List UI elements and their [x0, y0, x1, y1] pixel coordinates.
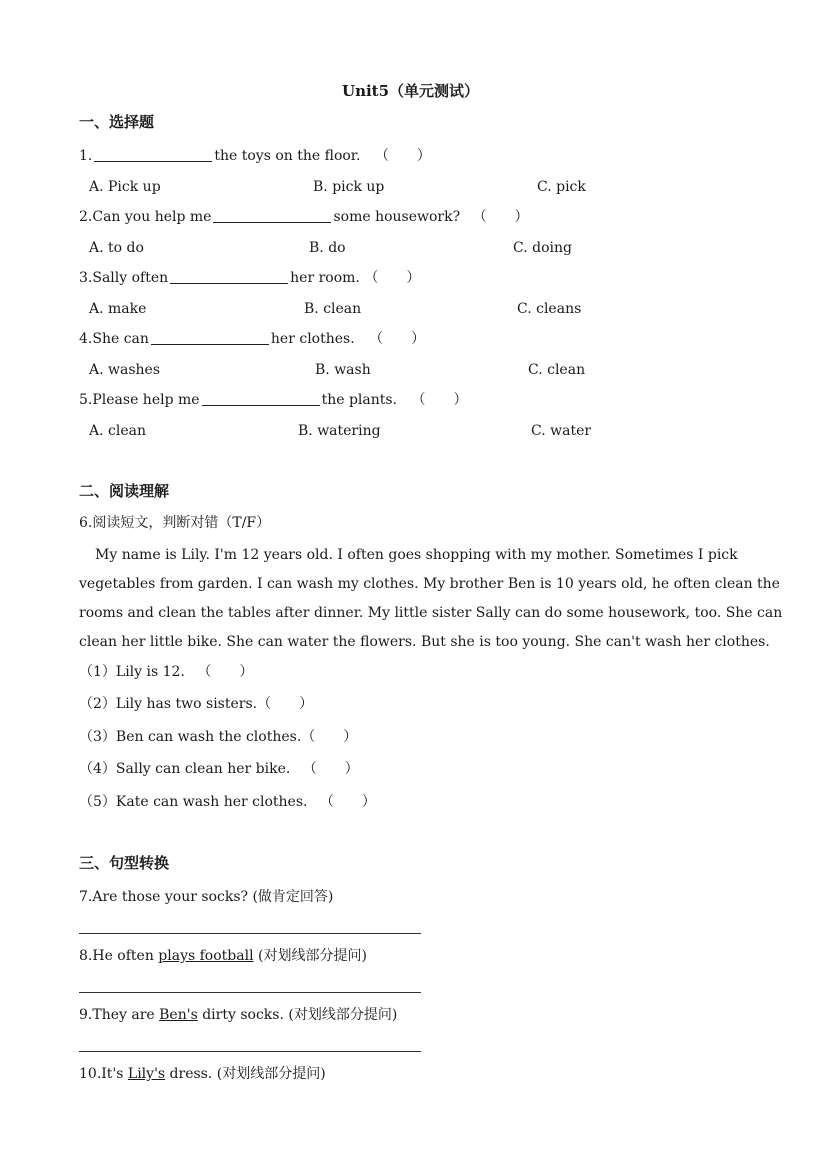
answer-paren[interactable]: （ ）: [197, 664, 254, 680]
question-1: [79, 147, 431, 165]
answer-paren[interactable]: （ ）: [374, 148, 431, 164]
answer-blank[interactable]: [94, 147, 212, 162]
passage-line: clean her little bike. She can water the flowers. But she is too young. She can't wash her clothes.: [79, 634, 770, 650]
question-10-pre: 10.It's: [79, 1066, 128, 1082]
answer-paren[interactable]: （ ）: [411, 392, 468, 408]
question-3-post: her room.: [290, 270, 360, 286]
option-b: B. clean: [304, 301, 362, 317]
question-8-post: (对划线部分提问): [253, 948, 367, 964]
question-5-post: the plants.: [321, 392, 398, 408]
question-3: [79, 269, 420, 287]
option-c: C. clean: [528, 362, 586, 378]
option-b: B. do: [309, 240, 346, 256]
answer-paren[interactable]: （ ）: [257, 696, 314, 712]
question-5-pre: 5.Please help me: [79, 392, 200, 408]
question-2: [79, 208, 529, 226]
page-title: Unit5（单元测试）: [342, 82, 480, 100]
section2-heading: 二、阅读理解: [79, 482, 170, 500]
option-c: C. doing: [513, 240, 572, 256]
option-b: B. pick up: [313, 179, 385, 195]
option-a: A. washes: [89, 362, 161, 378]
option-b: B. wash: [315, 362, 371, 378]
passage-line: My name is Lily. I'm 12 years old. I often goes shopping with my mother. Sometimes I pick: [95, 547, 738, 563]
option-c: C. water: [531, 423, 592, 439]
statement-text: （2）Lily has two sisters.: [79, 696, 258, 712]
answer-line[interactable]: [79, 1051, 421, 1052]
section1-heading: 一、选择题: [79, 113, 155, 131]
answer-blank[interactable]: [202, 391, 320, 406]
answer-paren[interactable]: （ ）: [319, 794, 376, 810]
question-9: [79, 1006, 397, 1024]
statement-text: （3）Ben can wash the clothes.: [79, 729, 302, 745]
answer-paren[interactable]: （ ）: [369, 331, 426, 347]
statement-5: [79, 793, 376, 811]
reading-instruction: 6.阅读短文，判断对错（T/F）: [79, 515, 271, 531]
option-a: A. make: [89, 301, 147, 317]
answer-paren[interactable]: （ ）: [472, 209, 529, 225]
statement-text: （5）Kate can wash her clothes.: [79, 794, 308, 810]
question-2-post: some housework?: [333, 209, 461, 225]
answer-paren[interactable]: （ ）: [301, 729, 358, 745]
answer-paren[interactable]: （ ）: [364, 270, 421, 286]
question-8-pre: 8.He often: [79, 948, 159, 964]
option-c: C. cleans: [517, 301, 582, 317]
question-4: [79, 330, 425, 348]
statement-4: [79, 760, 359, 778]
question-9-pre: 9.They are: [79, 1007, 160, 1023]
question-7: 7.Are those your socks? (做肯定回答): [79, 889, 334, 905]
statement-text: （1）Lily is 12.: [79, 664, 185, 680]
answer-blank[interactable]: [213, 208, 331, 223]
answer-line[interactable]: [79, 992, 421, 993]
underlined-part: plays football: [158, 948, 254, 964]
option-a: A. clean: [89, 423, 146, 439]
question-4-pre: 4.She can: [79, 331, 149, 347]
answer-line[interactable]: [79, 933, 421, 934]
question-5: [79, 391, 467, 409]
answer-paren[interactable]: （ ）: [302, 761, 359, 777]
option-b: B. watering: [298, 423, 381, 439]
underlined-part: Ben's: [159, 1007, 198, 1023]
answer-blank[interactable]: [151, 330, 269, 345]
question-9-post: dirty socks. (对划线部分提问): [197, 1007, 398, 1023]
question-10: [79, 1065, 326, 1083]
question-8: [79, 947, 367, 965]
question-10-post: dress. (对划线部分提问): [165, 1066, 326, 1082]
passage-line: rooms and clean the tables after dinner. My little sister Sally can do some housework, too. She can: [79, 605, 783, 621]
passage-line: vegetables from garden. I can wash my clothes. My brother Ben is 10 years old, he often clean the: [79, 576, 780, 592]
option-a: A. to do: [89, 240, 144, 256]
question-1-pre: 1.: [79, 148, 93, 164]
underlined-part: Lily's: [127, 1066, 166, 1082]
statement-1: [79, 663, 253, 681]
question-1-post: the toys on the floor.: [214, 148, 361, 164]
option-c: C. pick: [537, 179, 586, 195]
option-a: A. Pick up: [89, 179, 161, 195]
question-3-pre: 3.Sally often: [79, 270, 169, 286]
section3-heading: 三、句型转换: [79, 854, 170, 872]
answer-blank[interactable]: [170, 269, 288, 284]
statement-text: （4）Sally can clean her bike.: [79, 761, 291, 777]
question-2-pre: 2.Can you help me: [79, 209, 212, 225]
statement-3: [79, 728, 357, 746]
question-4-post: her clothes.: [270, 331, 355, 347]
statement-2: [79, 695, 313, 713]
